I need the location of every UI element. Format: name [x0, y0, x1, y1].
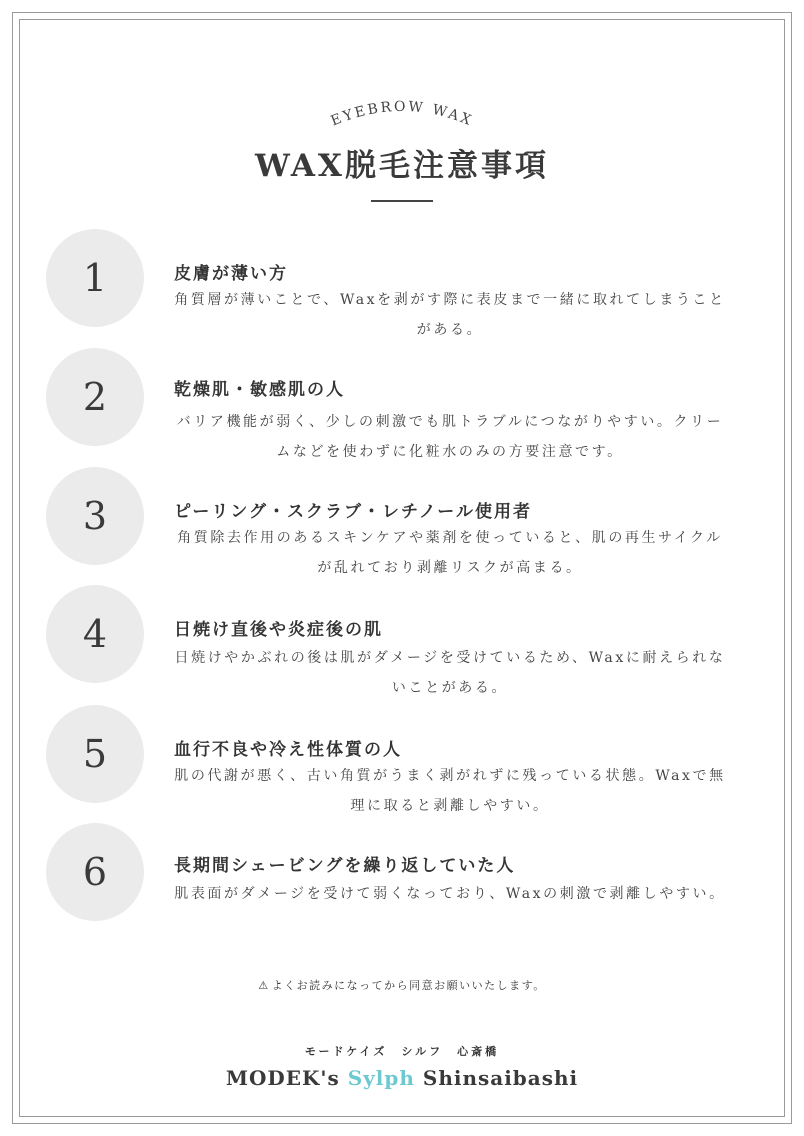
item-heading: ピーリング・スクラブ・レチノール使用者: [174, 502, 532, 522]
title-divider: [371, 200, 433, 202]
item-heading: 長期間シェービングを繰り返していた人: [174, 856, 516, 876]
list-item: [0, 585, 804, 695]
arched-subtitle: [302, 86, 502, 136]
list-item: [0, 348, 804, 458]
number-badge: 2: [46, 348, 144, 446]
footer-name-part3: Shinsaibashi: [414, 1066, 579, 1090]
item-body: 日焼けやかぶれの後は肌がダメージを受けているため、Waxに耐えられないことがある。: [174, 650, 726, 696]
subtitle-text: EYEBROW WAX: [328, 98, 476, 130]
item-heading: 日焼け直後や炎症後の肌: [174, 620, 383, 640]
number-badge: 4: [46, 585, 144, 683]
number-badge: 1: [46, 229, 144, 327]
item-heading: 血行不良や冷え性体質の人: [174, 740, 402, 760]
consent-notice: [0, 977, 804, 993]
item-heading: 皮膚が薄い方: [174, 264, 288, 284]
list-item: [0, 705, 804, 815]
footer-japanese-name: モードケイズ シルフ 心斎橋: [304, 1045, 500, 1058]
list-item: [0, 823, 804, 933]
item-body: 肌の代謝が悪く、古い角質がうまく剥がれずに残っている状態。Waxで無理に取ると剥離しやすい。: [174, 768, 726, 814]
number-badge: 6: [46, 823, 144, 921]
footer-name-part1: MODEK's: [225, 1066, 348, 1090]
list-item: [0, 229, 804, 339]
number-badge: 3: [46, 467, 144, 565]
warning-icon: ⚠: [258, 979, 270, 992]
footer-name-accent: Sylph: [347, 1066, 415, 1090]
page-title: WAX脱毛注意事項: [255, 148, 549, 184]
item-body: 肌表面がダメージを受けて弱くなっており、Waxの刺激で剥離しやすい。: [174, 886, 726, 902]
item-body: バリア機能が弱く、少しの刺激でも肌トラブルにつながりやすい。クリームなどを使わずに化粧水のみの方要注意です。: [176, 414, 724, 460]
footer-english-name: [0, 1066, 804, 1090]
item-heading: 乾燥肌・敏感肌の人: [174, 380, 345, 400]
notice-text: よくお読みになってから同意お願いいたします。: [271, 979, 546, 992]
list-item: [0, 467, 804, 577]
item-body: 角質除去作用のあるスキンケアや薬剤を使っていると、肌の再生サイクルが乱れており剥離リスクが高まる。: [177, 530, 723, 576]
item-body: 角質層が薄いことで、Waxを剥がす際に表皮まで一緒に取れてしまうことがある。: [174, 292, 726, 338]
number-badge: 5: [46, 705, 144, 803]
svg-text:EYEBROW WAX: [329, 99, 476, 130]
